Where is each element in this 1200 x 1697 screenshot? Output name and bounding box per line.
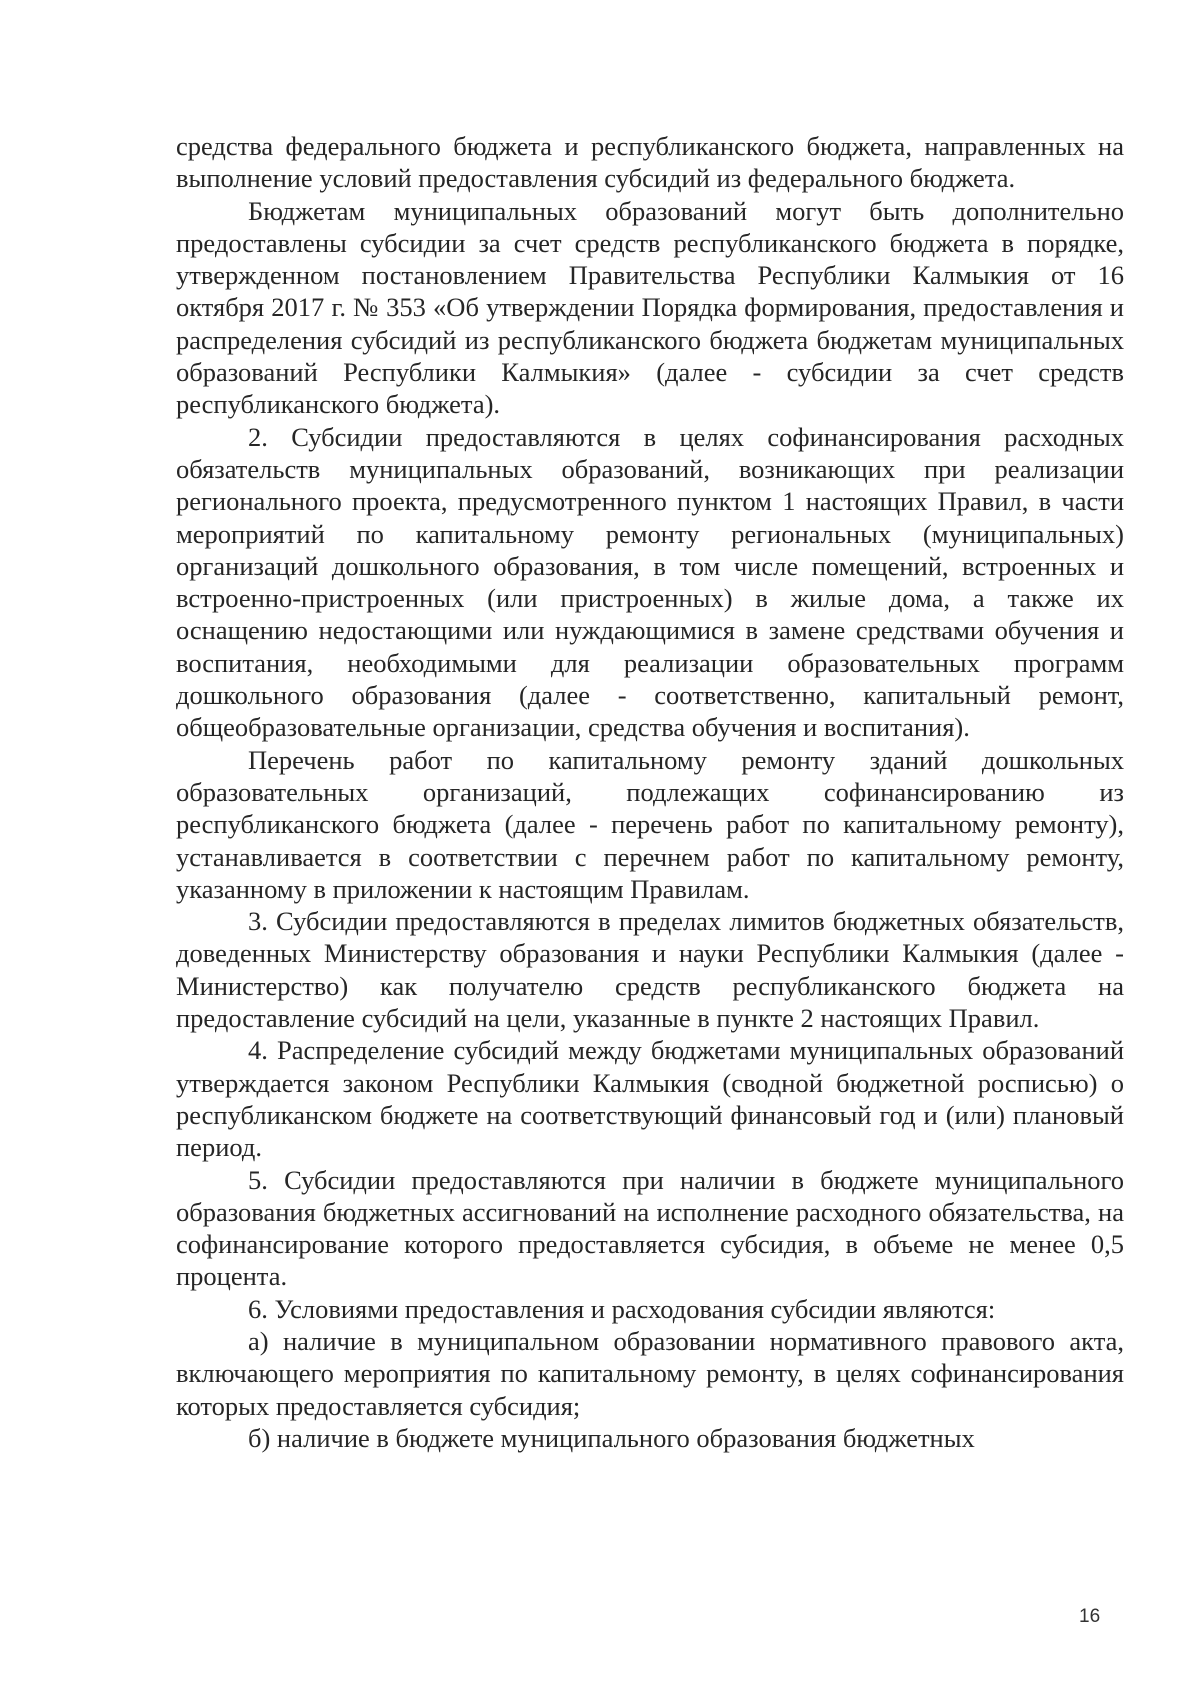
document-body: [176, 130, 1124, 1454]
paragraph-item-4: 4. Распределение субсидий между бюджетами муниципальных образований утверждается законом Республики Калмыкия (сводной бюджетной росписью) о республиканском бюджете на соответствующий финансовый год и (или) плановый период.: [176, 1035, 1124, 1163]
paragraph-item-5: 5. Субсидии предоставляются при наличии в бюджете муниципального образования бюджетных ассигнований на исполнение расходного обязательства, на софинансирование которого предоставляется субсидия, в объеме не менее 0,5 процента.: [176, 1164, 1124, 1292]
paragraph-continuation: средства федерального бюджета и республиканского бюджета, направленных на выполнение условий предоставления субсидий из федерального бюджета.: [176, 131, 1124, 194]
page-number: 16: [1079, 1606, 1101, 1627]
paragraph-repair-works-list: Перечень работ по капитальному ремонту зданий дошкольных образовательных организаций, подлежащих софинансированию из республиканского бюджета (далее - перечень работ по капитальному ремонту), устанавливается в соответствии с перечнем работ по капитальному ремонту, указанному в приложении к настоящим Правилам.: [176, 744, 1124, 904]
paragraph-item-2: 2. Субсидии предоставляются в целях софинансирования расходных обязательств муниципальных образований, возникающих при реализации регионального проекта, предусмотренного пунктом 1 настоящих Правил, в части мероприятий по капитальному ремонту региональных (муниципальных) организаций дошкольного образования, в том числе помещений, встроенных и встроенно-пристроенных (или пристроенных) в жилые дома, а также их оснащению недостающими или нуждающимися в замене средствами обучения и воспитания, необходимыми для реализации образовательных программ дошкольного образования (далее - соответственно, капитальный ремонт, общеобразовательные организации, средства обучения и воспитания).: [176, 421, 1124, 743]
paragraph-item-3: 3. Субсидии предоставляются в пределах лимитов бюджетных обязательств, доведенных Министерству образования и науки Республики Калмыкия (далее - Министерство) как получателю средств республиканского бюджета на предоставление субсидий на цели, указанные в пункте 2 настоящих Правил.: [176, 906, 1124, 1034]
paragraph-subitem-a: а) наличие в муниципальном образовании нормативного правового акта, включающего мероприятия по капитальному ремонту, в целях софинансирования которых предоставляется субсидия;: [176, 1325, 1124, 1421]
paragraph-additional-subsidies: Бюджетам муниципальных образований могут быть дополнительно предоставлены субсидии за счет средств республиканского бюджета в порядке, утвержденном постановлением Правительства Республики Калмыкия от 16 октября 2017 г. № 353 «Об утверждении Порядка формирования, предоставления и распределения субсидий из республиканского бюджета бюджетам муниципальных образований Республики Калмыкия» (далее - субсидии за счет средств республиканского бюджета).: [176, 195, 1124, 420]
paragraph-subitem-b: б) наличие в бюджете муниципального образования бюджетных: [248, 1422, 975, 1453]
paragraph-item-6: 6. Условиями предоставления и расходования субсидии являются:: [248, 1293, 996, 1324]
